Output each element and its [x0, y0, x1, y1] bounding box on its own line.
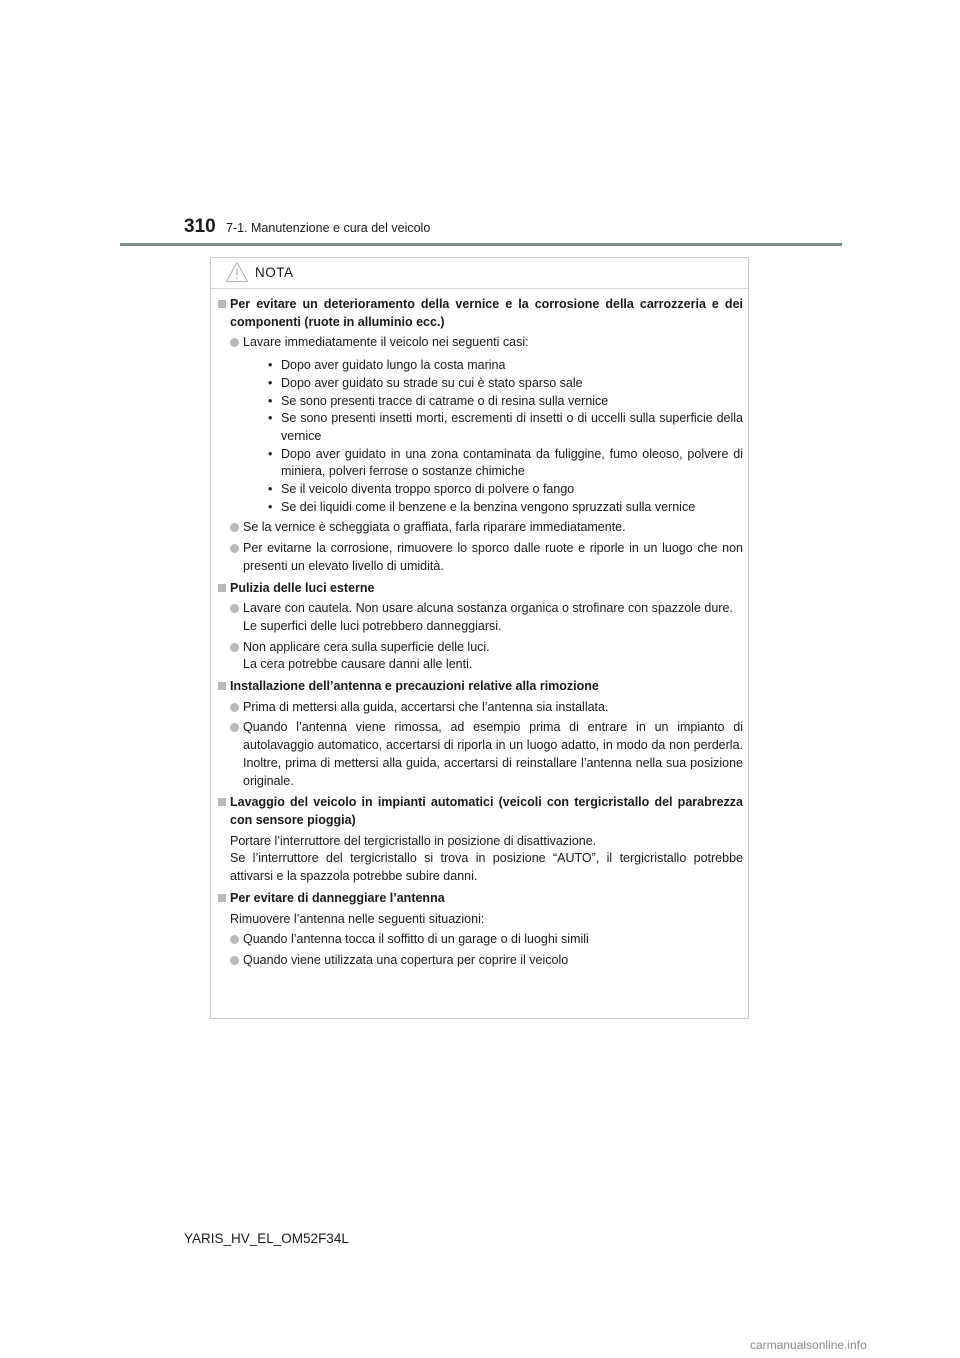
circle-bullet-icon: [230, 723, 239, 732]
list-item: Se la vernice è scheggiata o graffiata, farla riparare immediatamente.: [218, 519, 743, 537]
list-item: Quando l’antenna viene rimossa, ad esempio prima di entrare in un impianto di autolavaggio automatico, accertarsi di riporla in un luogo adatto, in modo da non perderla. Inoltre, prima di mettersi alla guida, accertarsi di reinstallare l’antenna nella sua posizione originale.: [218, 719, 743, 790]
sub-list-item: • Se dei liquidi come il benzene e la benzina vengono spruzzati sulla vernice: [268, 499, 743, 517]
paragraph: Portare l’interruttore del tergicristallo in posizione di disattivazione. Se l’interruttore del tergicristallo si trova in posizione “AUTO”, il tergicristallo potrebbe attivarsi e la spazzola potrebbe subire danni.: [230, 833, 743, 884]
list-item: Non applicare cera sulla superficie delle luci. La cera potrebbe causare danni alle lenti.: [218, 639, 743, 674]
list-item: Lavare immediatamente il veicolo nei seguenti casi: • Dopo aver guidato lungo la costa marina • Dopo aver guidato su strade su cui è stato sparso sale • Se sono presenti tracce di catrame o di resina sulla vernice • Se sono presenti insetti morti, escrementi di insetti o di uccelli sulla superficie della vernice • Dopo aver guidato in una zona contaminata da fuliggine, fumo oleoso, polvere di miniera, polveri ferrose o sostanze chimiche • Se il veicolo diventa troppo sporco di polvere o fango • Se dei liquidi come il benzene e la benzina vengono spruzzati sulla vernice: [218, 334, 743, 516]
nota-label: NOTA: [255, 265, 294, 280]
page-number: 310: [184, 216, 216, 237]
section-heading: Installazione dell’antenna e precauzioni relative alla rimozione: [218, 678, 743, 696]
sub-list-item: • Dopo aver guidato lungo la costa marina: [268, 357, 743, 375]
circle-bullet-icon: [230, 643, 239, 652]
circle-bullet-icon: [230, 523, 239, 532]
nota-box: [210, 257, 749, 1019]
nota-section: [218, 890, 743, 970]
section-heading: Per evitare di danneggiare l’antenna: [218, 890, 743, 908]
circle-bullet-icon: [230, 935, 239, 944]
square-bullet-icon: [218, 584, 226, 592]
paragraph: Rimuovere l’antenna nelle seguenti situazioni:: [230, 911, 485, 926]
nota-header: [211, 258, 748, 289]
nota-section: [218, 678, 743, 790]
circle-bullet-icon: [230, 956, 239, 965]
square-bullet-icon: [218, 798, 226, 806]
section-heading: Per evitare un deterioramento della vernice e la corrosione della carrozzeria e dei componenti (ruote in alluminio ecc.): [218, 296, 743, 331]
sub-list-item: • Se sono presenti tracce di catrame o di resina sulla vernice: [268, 393, 743, 411]
nota-section: [218, 794, 743, 886]
square-bullet-icon: [218, 894, 226, 902]
sub-list-item: • Se il veicolo diventa troppo sporco di polvere o fango: [268, 481, 743, 499]
nota-body: [218, 296, 743, 974]
circle-bullet-icon: [230, 703, 239, 712]
list-item: Quando viene utilizzata una copertura per coprire il veicolo: [218, 952, 743, 970]
square-bullet-icon: [218, 682, 226, 690]
watermark: carmanualsonline.info: [750, 1338, 867, 1352]
section-heading: Pulizia delle luci esterne: [218, 580, 743, 598]
circle-bullet-icon: [230, 604, 239, 613]
section-title: 7-1. Manutenzione e cura del veicolo: [226, 221, 431, 235]
sub-list: [243, 357, 743, 516]
sub-list-item: • Dopo aver guidato su strade su cui è stato sparso sale: [268, 375, 743, 393]
nota-section: [218, 580, 743, 675]
list-item: Quando l’antenna tocca il soffitto di un garage o di luoghi simili: [218, 931, 743, 949]
sub-list-item: • Dopo aver guidato in una zona contaminata da fuliggine, fumo oleoso, polvere di miniera, polveri ferrose o sostanze chimiche: [268, 446, 743, 481]
sub-list-item: • Se sono presenti insetti morti, escrementi di insetti o di uccelli sulla superficie della vernice: [268, 410, 743, 445]
document-code: YARIS_HV_EL_OM52F34L: [184, 1231, 349, 1246]
header-rule: [120, 243, 842, 246]
list-item: Per evitarne la corrosione, rimuovere lo sporco dalle ruote e riporle in un luogo che non presenti un elevato livello di umidità.: [218, 540, 743, 575]
square-bullet-icon: [218, 300, 226, 308]
warning-triangle-icon: [225, 261, 249, 283]
section-heading: Lavaggio del veicolo in impianti automatici (veicoli con tergicristallo del parabrezza con sensore pioggia): [218, 794, 743, 829]
list-item: Lavare con cautela. Non usare alcuna sostanza organica o strofinare con spazzole dure. Le superfici delle luci potrebbero danneggiarsi.: [218, 600, 743, 635]
list-item: Prima di mettersi alla guida, accertarsi che l’antenna sia installata.: [218, 699, 743, 717]
nota-section: [218, 296, 743, 576]
circle-bullet-icon: [230, 338, 239, 347]
circle-bullet-icon: [230, 544, 239, 553]
